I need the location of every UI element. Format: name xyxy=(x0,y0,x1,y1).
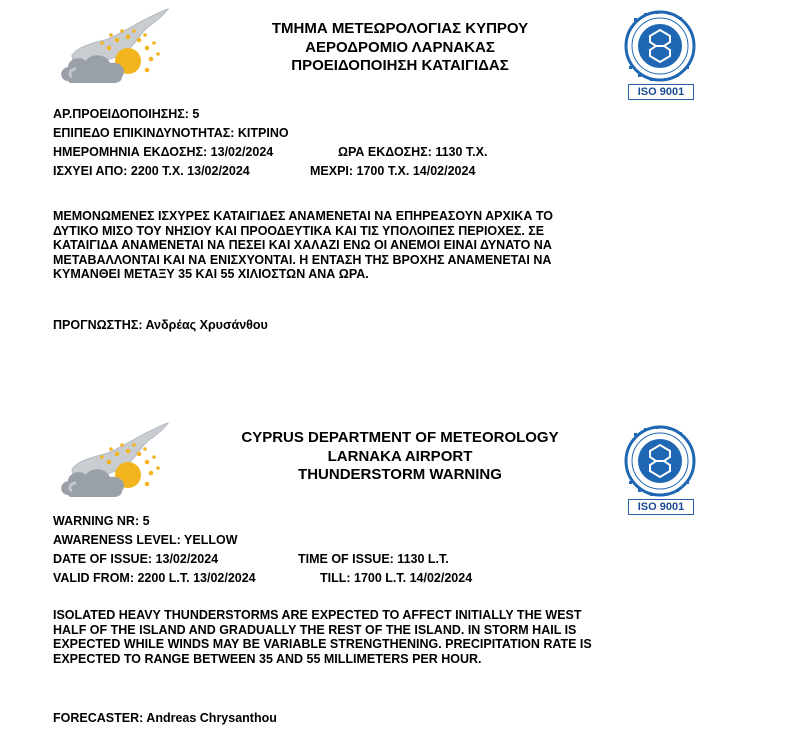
warning-title: THUNDERSTORM WARNING xyxy=(298,466,502,483)
body-line: EXPECTED TO RANGE BETWEEN 35 AND 55 MILLIMETERS PER HOUR. xyxy=(53,651,482,666)
valid-from: ΙΣΧΥΕΙ ΑΠΟ: 2200 Τ.Χ. 13/02/2024 xyxy=(53,164,250,178)
airport-title: LARNAKA AIRPORT xyxy=(327,447,473,465)
issue-row xyxy=(53,143,753,162)
awareness-level: AWARENESS LEVEL: YELLOW xyxy=(53,533,238,547)
body-line: ΜΕΤΑΒΑΛΛΟΝΤΑΙ ΚΑΙ ΝΑ ΕΝΙΣΧΥΟΝΤΑΙ. Η ΕΝΤΑΣΗ ΤΗΣ ΒΡΟΧΗΣ ΑΝΑΜΕΝΕΤΑΙ ΝΑ xyxy=(53,252,552,267)
issue-row xyxy=(53,550,753,569)
time-of-issue: TIME OF ISSUE: 1130 L.T. xyxy=(298,552,449,566)
iso-9001-seal-icon xyxy=(620,8,700,100)
warning-number: ΑΡ.ΠΡΟΕΙΔΟΠΟΙΗΣΗΣ: 5 xyxy=(53,107,200,121)
validity-row xyxy=(53,569,753,588)
valid-till: TILL: 1700 L.T. 14/02/2024 xyxy=(320,571,473,585)
warning-body xyxy=(53,608,753,666)
body-line: EXPECTED WHILE WINDS MAY BE VARIABLE STRENGTHENING. PRECIPITATION RATE IS xyxy=(53,637,592,651)
iso-label: ISO 9001 xyxy=(628,84,694,100)
body-line: ISOLATED HEAVY THUNDERSTORMS ARE EXPECTED TO AFFECT INITIALLY THE WEST xyxy=(53,608,582,622)
airport-title: ΑΕΡΟΔΡΟΜΙΟ ΛΑΡΝΑΚΑΣ xyxy=(305,38,495,56)
iso-label: ISO 9001 xyxy=(628,499,694,515)
body-line: HALF OF THE ISLAND AND GRADUALLY THE REST OF THE ISLAND. IN STORM HAIL IS xyxy=(53,622,577,637)
warning-title: ΠΡΟΕΙΔΟΠΟΙΗΣΗ ΚΑΤΑΙΓΙΔΑΣ xyxy=(291,57,509,74)
body-line: ΔΥΤΙΚΟ ΜΙΣΟ ΤΟΥ ΝΗΣΙΟΥ ΚΑΙ ΠΡΟΟΔΕΥΤΙΚΑ ΚΑΙ ΤΙΣ ΥΠΟΛΟΙΠΕΣ ΠΕΡΙΟΧΕΣ. ΣΕ xyxy=(53,223,545,238)
body-line: ΚΥΜΑΝΘΕΙ ΜΕΤΑΞΥ 35 ΚΑΙ 55 ΧΙΛΙΟΣΤΩΝ ΑΝΑ ΩΡΑ. xyxy=(53,267,369,281)
weather-logo-icon xyxy=(50,3,175,88)
forecaster: FORECASTER: Andreas Chrysanthou xyxy=(53,711,277,725)
body-line: ΜΕΜΟΝΩΜΕΝΕΣ ΙΣΧΥΡΕΣ ΚΑΤΑΙΓΙΔΕΣ ΑΝΑΜΕΝΕΤΑΙ ΝΑ ΕΠΗΡΕΑΣΟΥΝ ΑΡΧΙΚΑ ΤΟ xyxy=(53,209,553,223)
warning-body xyxy=(53,209,753,282)
time-of-issue: ΩΡΑ ΕΚΔΟΣΗΣ: 1130 Τ.Χ. xyxy=(338,145,488,159)
body-line: ΚΑΤΑΙΓΙΔΑ ΑΝΑΜΕΝΕΤΑΙ ΝΑ ΠΕΣΕΙ ΚΑΙ ΧΑΛΑΖΙ ΕΝΩ ΟΙ ΑΝΕΜΟΙ ΕΙΝΑΙ ΔΥΝΑΤΟ ΝΑ xyxy=(53,238,552,252)
date-of-issue: DATE OF ISSUE: 13/02/2024 xyxy=(53,552,219,566)
weather-logo-icon xyxy=(50,417,175,502)
english-warning-section xyxy=(0,412,800,738)
date-of-issue: ΗΜΕΡΟΜΗΝΙΑ ΕΚΔΟΣΗΣ: 13/02/2024 xyxy=(53,145,274,159)
valid-from: VALID FROM: 2200 L.T. 13/02/2024 xyxy=(53,571,256,585)
header-titles xyxy=(230,429,570,485)
department-title: ΤΜΗΜΑ ΜΕΤΕΩΡΟΛΟΓΙΑΣ ΚΥΠΡΟΥ xyxy=(271,20,529,37)
department-title: CYPRUS DEPARTMENT OF METEOROLOGY xyxy=(241,429,559,446)
valid-till: ΜΕΧΡΙ: 1700 Τ.Χ. 14/02/2024 xyxy=(310,164,476,178)
warning-number: WARNING NR: 5 xyxy=(53,514,150,528)
awareness-level: ΕΠΙΠΕΔΟ ΕΠΙΚΙΝΔΥΝΟΤΗΤΑΣ: ΚΙΤΡΙΝΟ xyxy=(53,126,289,140)
forecaster: ΠΡΟΓΝΩΣΤΗΣ: Ανδρέας Χρυσάνθου xyxy=(53,318,268,332)
header-titles xyxy=(230,20,570,76)
iso-9001-seal-icon xyxy=(620,423,700,515)
warning-info xyxy=(53,105,753,181)
validity-row xyxy=(53,162,753,181)
warning-info xyxy=(53,512,753,588)
